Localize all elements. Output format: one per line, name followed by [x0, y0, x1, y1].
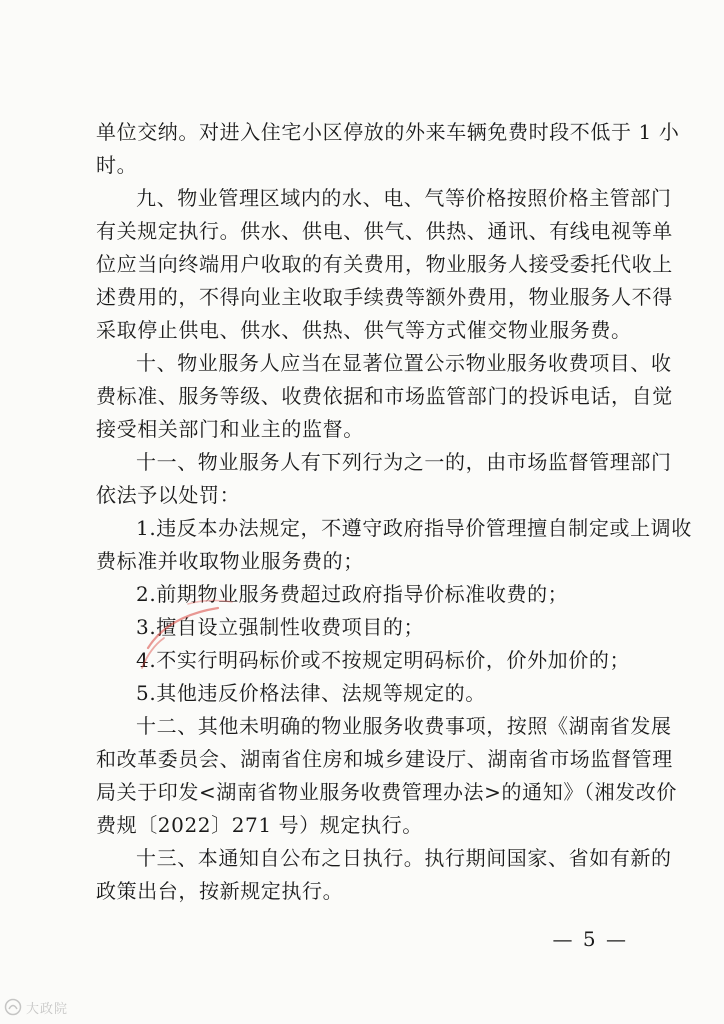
text-line-17: 4.不实行明码标价或不按规定明码标价，价外加价的；: [136, 648, 631, 672]
text-line-18: 5.其他违反价格法律、法规等规定的。: [136, 681, 486, 705]
text-line-10: 接受相关部门和业主的监督。: [96, 417, 364, 441]
text-line-11: 十一、物业服务人有下列行为之一的，由市场监督管理部门: [136, 450, 672, 474]
text-line-5: 位应当向终端用户收取的有关费用，物业服务人接受委托代收上: [96, 252, 673, 276]
text-line-4: 有关规定执行。供水、供电、供气、供热、通讯、有线电视等单: [96, 219, 673, 243]
watermark: [4, 996, 68, 1018]
text-line-2: 时。: [96, 153, 138, 177]
text-line-1: 单位交纳。对进入住宅小区停放的外来车辆免费时段不低于 1 小: [96, 120, 680, 144]
text-line-12: 依法予以处罚：: [96, 483, 241, 507]
text-line-7: 采取停止供电、供水、供热、供气等方式催交物业服务费。: [96, 318, 632, 342]
watermark-text: 大政院: [26, 1001, 69, 1017]
text-line-21: 局关于印发<湖南省物业服务收费管理办法>的通知》（湘发改价: [96, 780, 677, 804]
text-line-9: 费标准、服务等级、收费依据和市场监管部门的投诉电话，自觉: [96, 384, 673, 408]
text-line-3: 九、物业管理区域内的水、电、气等价格按照价格主管部门: [136, 186, 672, 210]
watermark-logo-icon: [4, 998, 22, 1016]
text-line-23: 十三、本通知自公布之日执行。执行期间国家、省如有新的: [136, 846, 672, 870]
page-number: — 5 —: [552, 927, 628, 951]
text-line-20: 和改革委员会、湖南省住房和城乡建设厅、湖南省市场监督管理: [96, 747, 673, 771]
text-line-16: 3.擅自设立强制性收费项目的；: [136, 615, 425, 639]
text-line-14: 费标准并收取物业服务费的；: [96, 549, 364, 573]
text-line-22: 费规〔2022〕271 号）规定执行。: [96, 813, 423, 837]
text-line-19: 十二、其他未明确的物业服务收费事项，按照《湖南省发展: [136, 714, 672, 738]
text-line-6: 述费用的，不得向业主收取手续费等额外费用，物业服务人不得: [96, 285, 673, 309]
text-line-24: 政策出台，按新规定执行。: [96, 879, 344, 903]
text-line-13: 1.违反本办法规定，不遵守政府指导价管理擅自制定或上调收: [136, 516, 692, 540]
text-line-8: 十、物业服务人应当在显著位置公示物业服务收费项目、收: [136, 351, 672, 375]
text-line-15: 2.前期物业服务费超过政府指导价标准收费的；: [136, 582, 569, 606]
